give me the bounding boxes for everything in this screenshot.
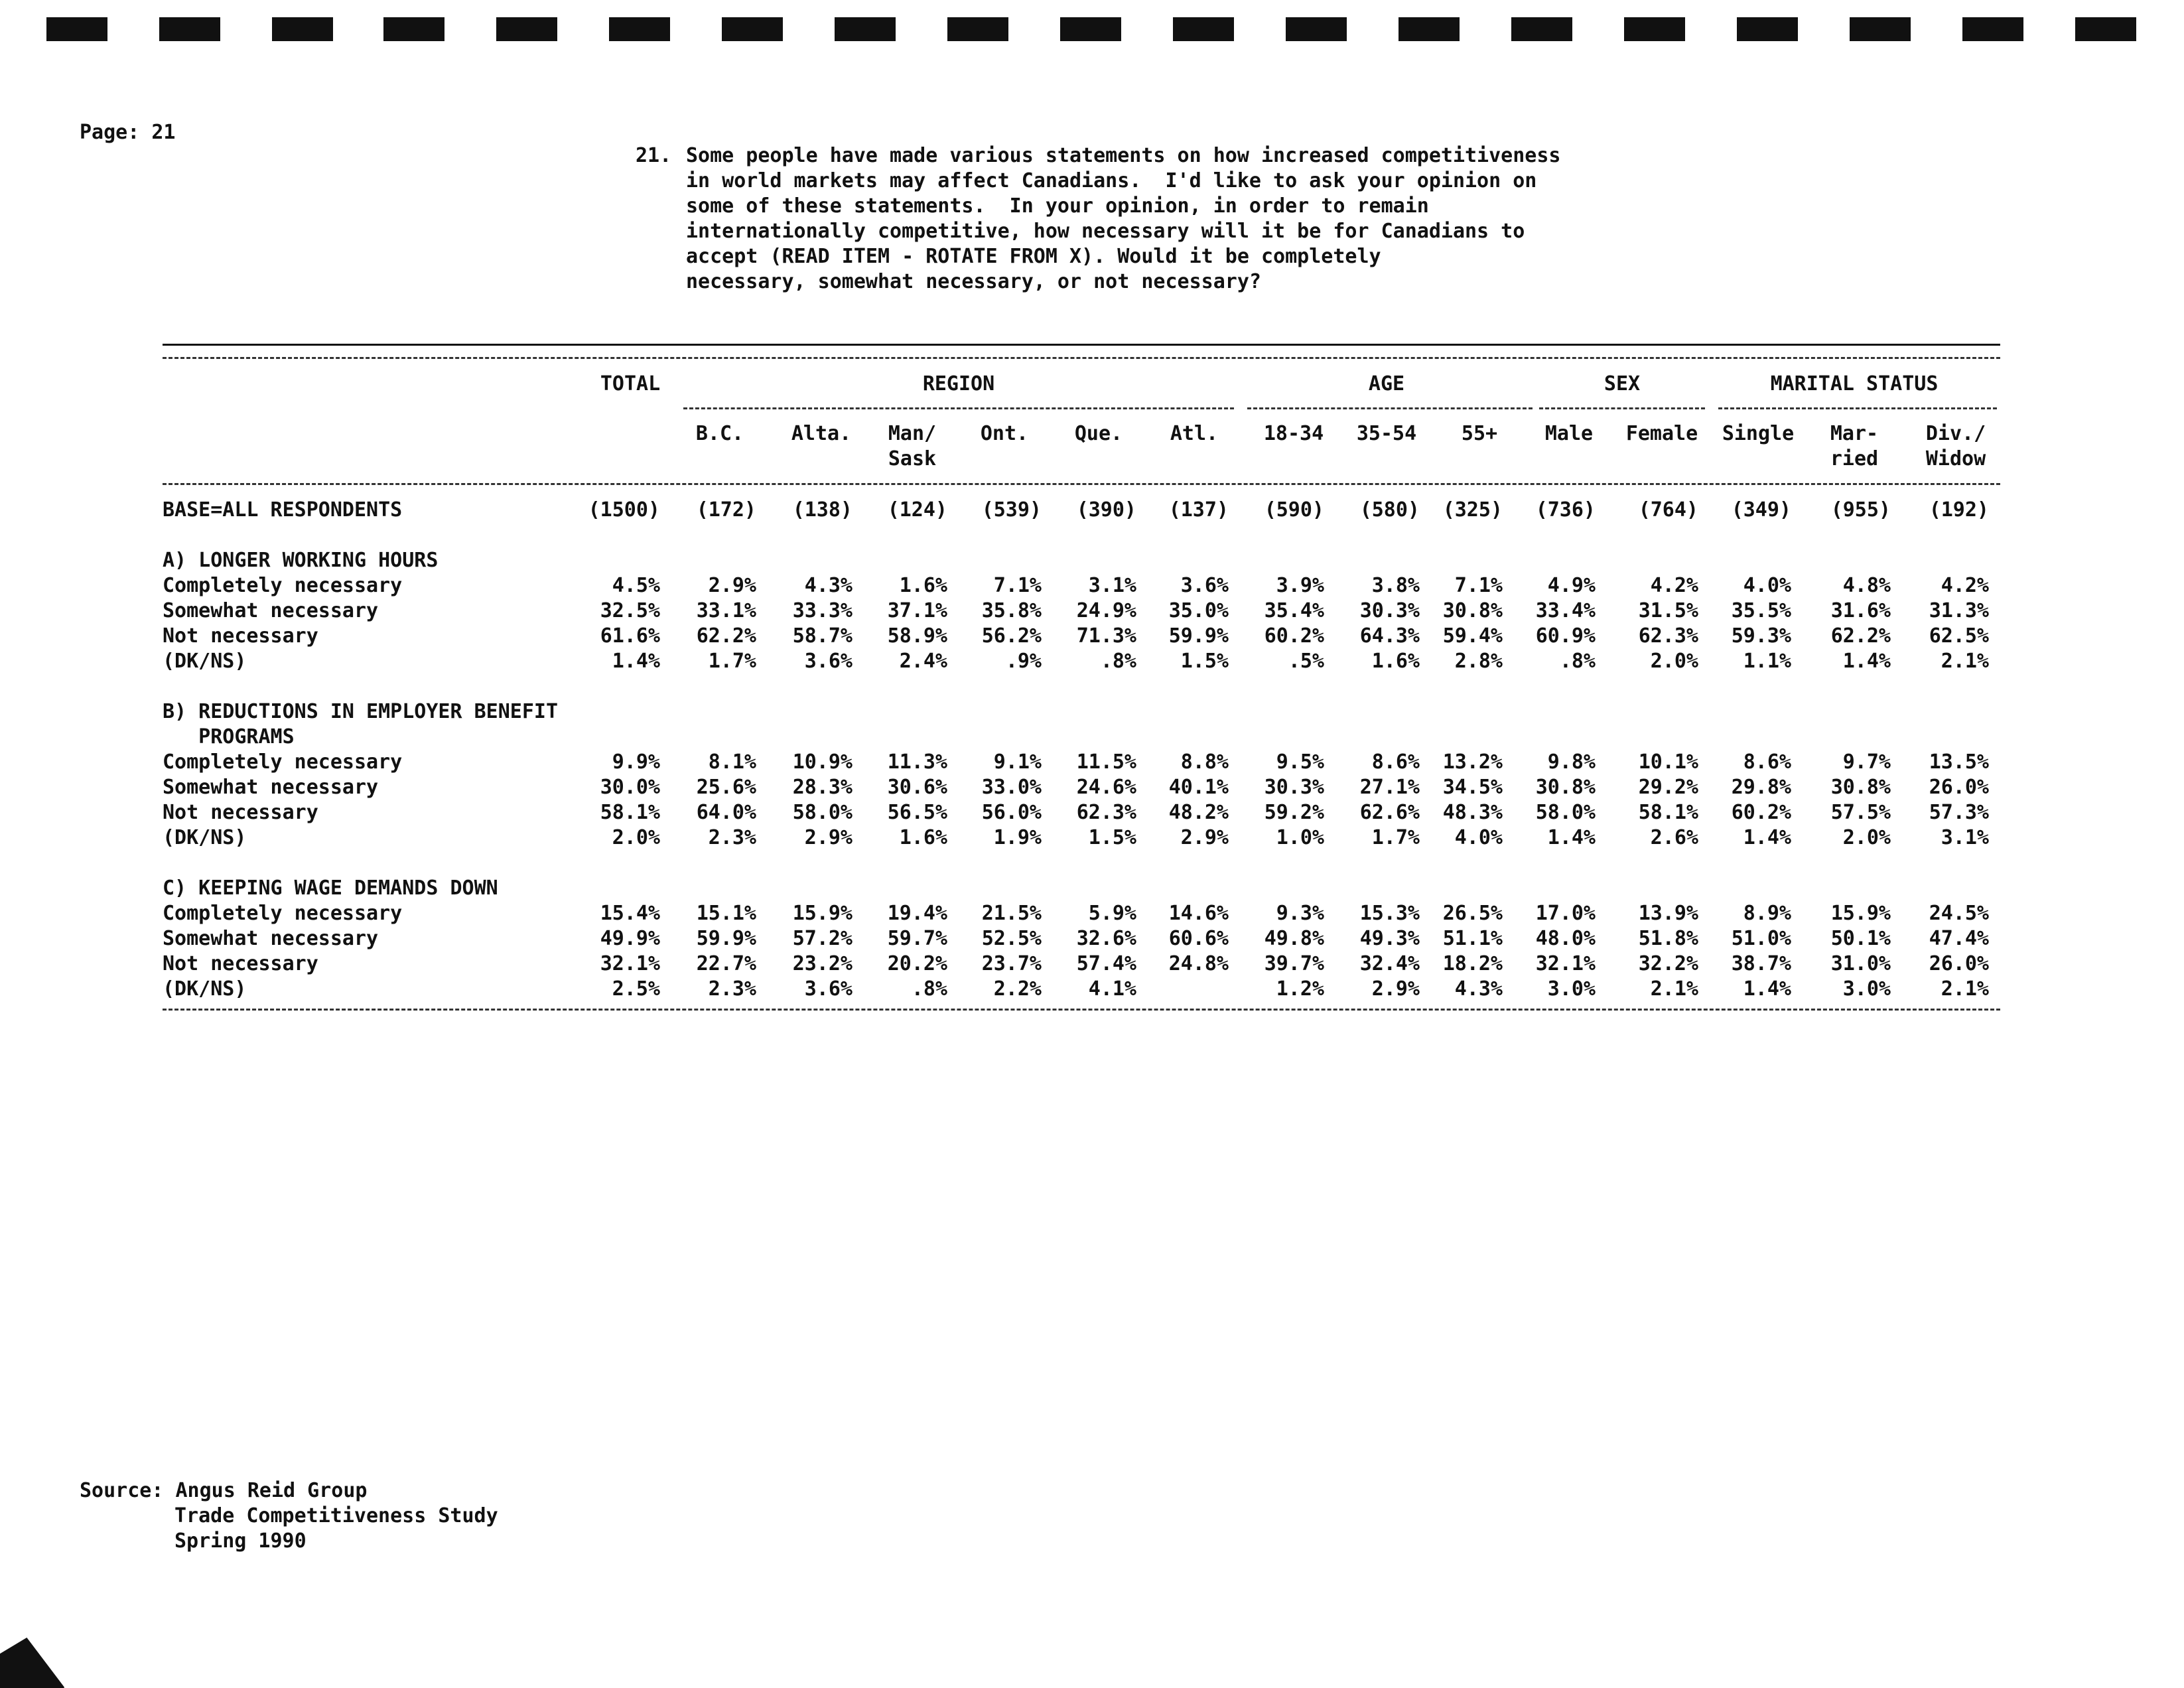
table-cell: 56.0% bbox=[981, 801, 1042, 824]
table-cell: 15.4% bbox=[600, 902, 660, 925]
row-label: Completely necessary bbox=[163, 902, 403, 925]
registration-mark bbox=[722, 17, 783, 41]
table-cell: 11.3% bbox=[887, 750, 947, 774]
table-cell: 9.8% bbox=[1547, 750, 1596, 774]
table-cell: 1.7% bbox=[708, 650, 756, 673]
table-cell: 62.2% bbox=[1830, 624, 1891, 648]
table-cell: 2.0% bbox=[1842, 826, 1891, 849]
table-cell: 2.2% bbox=[993, 977, 1042, 1001]
table-cell: 4.1% bbox=[1088, 977, 1136, 1001]
column-header: Ont. bbox=[980, 422, 1029, 445]
table-cell: 40.1% bbox=[1168, 776, 1229, 799]
group-header-total: TOTAL bbox=[600, 372, 661, 395]
table-cell: 3.6% bbox=[1180, 574, 1229, 597]
table-cell: (955) bbox=[1830, 498, 1891, 522]
base-row-label: BASE=ALL RESPONDENTS bbox=[163, 498, 403, 522]
question-line: accept (READ ITEM - ROTATE FROM X). Would it be completely bbox=[686, 245, 1381, 268]
column-header: Div./ bbox=[1925, 422, 1986, 445]
table-cell: 9.7% bbox=[1842, 750, 1891, 774]
table-cell: 2.9% bbox=[708, 574, 756, 597]
table-cell: 2.1% bbox=[1941, 650, 1989, 673]
table-cell: 51.0% bbox=[1731, 927, 1791, 950]
registration-mark bbox=[1850, 17, 1911, 41]
registration-mark bbox=[1624, 17, 1685, 41]
table-cell: 56.5% bbox=[887, 801, 947, 824]
column-header: B.C. bbox=[695, 422, 744, 445]
table-cell: 37.1% bbox=[887, 599, 947, 622]
table-cell: 2.8% bbox=[1454, 650, 1503, 673]
table-cell: 62.6% bbox=[1359, 801, 1420, 824]
column-header: Atl. bbox=[1170, 422, 1219, 445]
table-cell: 4.9% bbox=[1547, 574, 1596, 597]
region-underline bbox=[683, 407, 1234, 409]
table-cell: 15.1% bbox=[696, 902, 756, 925]
table-cell: 61.6% bbox=[600, 624, 660, 648]
table-cell: 13.5% bbox=[1929, 750, 1989, 774]
table-cell: 49.9% bbox=[600, 927, 660, 950]
section-title: A) LONGER WORKING HOURS bbox=[163, 549, 439, 572]
table-cell: 2.4% bbox=[899, 650, 947, 673]
table-cell: 30.3% bbox=[1264, 776, 1324, 799]
table-cell: 30.8% bbox=[1535, 776, 1596, 799]
table-cell: 20.2% bbox=[887, 952, 947, 975]
table-cell: 2.1% bbox=[1941, 977, 1989, 1001]
table-cell: (137) bbox=[1168, 498, 1229, 522]
section-title: C) KEEPING WAGE DEMANDS DOWN bbox=[163, 877, 498, 900]
table-cell: 31.5% bbox=[1638, 599, 1698, 622]
table-cell: 3.0% bbox=[1547, 977, 1596, 1001]
table-cell: 1.4% bbox=[612, 650, 660, 673]
marital-underline bbox=[1718, 407, 1997, 409]
registration-mark bbox=[947, 17, 1008, 41]
table-dashed-rule bbox=[163, 357, 2000, 359]
table-cell: 3.8% bbox=[1371, 574, 1420, 597]
table-cell: 9.9% bbox=[612, 750, 660, 774]
table-cell: 57.3% bbox=[1929, 801, 1989, 824]
row-label: (DK/NS) bbox=[163, 977, 247, 1001]
age-underline bbox=[1247, 407, 1533, 409]
registration-mark bbox=[1962, 17, 2023, 41]
table-cell: 24.9% bbox=[1076, 599, 1136, 622]
table-cell: 2.9% bbox=[1180, 826, 1229, 849]
table-cell: 9.5% bbox=[1276, 750, 1324, 774]
table-cell: 47.4% bbox=[1929, 927, 1989, 950]
table-cell: 14.6% bbox=[1168, 902, 1229, 925]
table-cell: .8% bbox=[1559, 650, 1596, 673]
table-cell: (580) bbox=[1359, 498, 1420, 522]
table-cell: .8% bbox=[1100, 650, 1136, 673]
registration-mark bbox=[496, 17, 557, 41]
table-cell: 2.3% bbox=[708, 826, 756, 849]
table-cell: 60.2% bbox=[1731, 801, 1791, 824]
table-cell: 2.1% bbox=[1650, 977, 1698, 1001]
table-cell: 11.5% bbox=[1076, 750, 1136, 774]
registration-mark bbox=[46, 17, 107, 41]
table-cell: 1.4% bbox=[1547, 826, 1596, 849]
table-cell: 62.2% bbox=[696, 624, 756, 648]
column-header: Que. bbox=[1074, 422, 1123, 445]
table-cell: 52.5% bbox=[981, 927, 1042, 950]
column-header: ried bbox=[1830, 447, 1879, 470]
table-cell: 62.5% bbox=[1929, 624, 1989, 648]
column-header: Single bbox=[1722, 422, 1795, 445]
table-cell: 4.5% bbox=[612, 574, 660, 597]
table-cell: (590) bbox=[1264, 498, 1324, 522]
table-cell: 60.2% bbox=[1264, 624, 1324, 648]
table-cell: 50.1% bbox=[1830, 927, 1891, 950]
sex-underline bbox=[1539, 407, 1705, 409]
table-cell: 33.0% bbox=[981, 776, 1042, 799]
column-header: Male bbox=[1544, 422, 1594, 445]
row-label: Somewhat necessary bbox=[163, 776, 379, 799]
table-cell: (172) bbox=[696, 498, 756, 522]
table-cell: .9% bbox=[1005, 650, 1042, 673]
table-cell: 24.8% bbox=[1168, 952, 1229, 975]
table-cell: 49.3% bbox=[1359, 927, 1420, 950]
table-cell: 8.9% bbox=[1743, 902, 1791, 925]
table-cell: 22.7% bbox=[696, 952, 756, 975]
table-cell: 48.2% bbox=[1168, 801, 1229, 824]
table-cell: 1.6% bbox=[1371, 650, 1420, 673]
column-header: Female bbox=[1625, 422, 1698, 445]
table-cell: 32.4% bbox=[1359, 952, 1420, 975]
row-label: Completely necessary bbox=[163, 750, 403, 774]
table-cell: 3.6% bbox=[804, 977, 853, 1001]
table-bottom-rule bbox=[163, 1009, 2000, 1011]
table-cell: 3.6% bbox=[804, 650, 853, 673]
table-cell: 35.8% bbox=[981, 599, 1042, 622]
table-cell: 31.0% bbox=[1830, 952, 1891, 975]
table-cell: 2.9% bbox=[804, 826, 853, 849]
table-cell: 59.9% bbox=[1168, 624, 1229, 648]
table-cell: 4.0% bbox=[1743, 574, 1791, 597]
table-cell: 59.4% bbox=[1442, 624, 1503, 648]
column-header: Man/ bbox=[888, 422, 937, 445]
table-cell: 32.1% bbox=[1535, 952, 1596, 975]
table-cell: 15.9% bbox=[792, 902, 853, 925]
table-cell: 31.3% bbox=[1929, 599, 1989, 622]
table-cell: (192) bbox=[1929, 498, 1989, 522]
question-number: 21. bbox=[636, 144, 672, 167]
row-label: Not necessary bbox=[163, 624, 318, 648]
table-cell: 29.2% bbox=[1638, 776, 1698, 799]
registration-mark bbox=[1399, 17, 1460, 41]
table-cell: 3.0% bbox=[1842, 977, 1891, 1001]
table-cell: 1.4% bbox=[1842, 650, 1891, 673]
table-cell: 64.0% bbox=[696, 801, 756, 824]
source-line: Trade Competitiveness Study bbox=[174, 1504, 498, 1527]
table-cell: 4.3% bbox=[1454, 977, 1503, 1001]
registration-mark bbox=[1511, 17, 1572, 41]
registration-mark bbox=[2075, 17, 2136, 41]
table-cell: 30.8% bbox=[1442, 599, 1503, 622]
table-cell: 30.6% bbox=[887, 776, 947, 799]
table-cell: 4.3% bbox=[804, 574, 853, 597]
table-cell: 71.3% bbox=[1076, 624, 1136, 648]
table-cell: 2.0% bbox=[1650, 650, 1698, 673]
question-line: in world markets may affect Canadians. I'd like to ask your opinion on bbox=[686, 169, 1537, 192]
table-cell: .5% bbox=[1288, 650, 1324, 673]
page-corner-mark bbox=[0, 1626, 80, 1688]
table-cell: (736) bbox=[1535, 498, 1596, 522]
table-cell: 27.1% bbox=[1359, 776, 1420, 799]
table-cell: 1.4% bbox=[1743, 977, 1791, 1001]
table-cell: 58.9% bbox=[887, 624, 947, 648]
table-cell: 33.1% bbox=[696, 599, 756, 622]
registration-mark bbox=[835, 17, 896, 41]
table-cell: 7.1% bbox=[993, 574, 1042, 597]
table-cell: 58.0% bbox=[792, 801, 853, 824]
table-cell: 15.9% bbox=[1830, 902, 1891, 925]
table-cell: 32.5% bbox=[600, 599, 660, 622]
column-header: Mar- bbox=[1830, 422, 1879, 445]
table-cell: 26.0% bbox=[1929, 952, 1989, 975]
table-cell: 1.0% bbox=[1276, 826, 1324, 849]
row-label: Not necessary bbox=[163, 801, 318, 824]
table-cell: 8.1% bbox=[708, 750, 756, 774]
table-cell: 1.6% bbox=[899, 826, 947, 849]
table-cell: 48.0% bbox=[1535, 927, 1596, 950]
table-cell: 19.4% bbox=[887, 902, 947, 925]
table-cell: 59.9% bbox=[696, 927, 756, 950]
table-cell: 17.0% bbox=[1535, 902, 1596, 925]
table-cell: 9.1% bbox=[993, 750, 1042, 774]
table-cell: (349) bbox=[1731, 498, 1791, 522]
table-cell: 31.6% bbox=[1830, 599, 1891, 622]
table-cell: (390) bbox=[1076, 498, 1136, 522]
table-cell: 57.5% bbox=[1830, 801, 1891, 824]
table-cell: 51.8% bbox=[1638, 927, 1698, 950]
section-title: B) REDUCTIONS IN EMPLOYER BENEFIT bbox=[163, 700, 559, 723]
table-cell: 2.6% bbox=[1650, 826, 1698, 849]
header-bottom-rule bbox=[163, 483, 2000, 485]
table-cell: 32.2% bbox=[1638, 952, 1698, 975]
section-title: PROGRAMS bbox=[163, 725, 295, 748]
table-cell: 34.5% bbox=[1442, 776, 1503, 799]
table-cell: 26.5% bbox=[1442, 902, 1503, 925]
table-cell: (764) bbox=[1638, 498, 1698, 522]
table-cell: 2.5% bbox=[612, 977, 660, 1001]
table-cell: 32.6% bbox=[1076, 927, 1136, 950]
group-header-sex: SEX bbox=[1604, 372, 1641, 395]
table-cell: 57.2% bbox=[792, 927, 853, 950]
table-cell: 49.8% bbox=[1264, 927, 1324, 950]
table-cell: 30.8% bbox=[1830, 776, 1891, 799]
registration-mark bbox=[1173, 17, 1234, 41]
table-cell: 58.7% bbox=[792, 624, 853, 648]
registration-mark bbox=[383, 17, 444, 41]
table-cell: 10.1% bbox=[1638, 750, 1698, 774]
column-header: 35-54 bbox=[1356, 422, 1417, 445]
table-cell: 4.2% bbox=[1941, 574, 1989, 597]
row-label: Completely necessary bbox=[163, 574, 403, 597]
table-cell: 59.7% bbox=[887, 927, 947, 950]
table-cell: 10.9% bbox=[792, 750, 853, 774]
table-cell: 2.0% bbox=[612, 826, 660, 849]
table-cell: 3.9% bbox=[1276, 574, 1324, 597]
source-line: Spring 1990 bbox=[174, 1529, 307, 1553]
table-cell: 39.7% bbox=[1264, 952, 1324, 975]
table-cell: 1.7% bbox=[1371, 826, 1420, 849]
table-cell: 24.5% bbox=[1929, 902, 1989, 925]
table-cell: (325) bbox=[1442, 498, 1503, 522]
table-cell: 9.3% bbox=[1276, 902, 1324, 925]
table-cell: (1500) bbox=[588, 498, 660, 522]
table-cell: 1.9% bbox=[993, 826, 1042, 849]
question-line: necessary, somewhat necessary, or not necessary? bbox=[686, 270, 1261, 293]
table-cell: 18.2% bbox=[1442, 952, 1503, 975]
table-cell: (539) bbox=[981, 498, 1042, 522]
table-cell: 1.1% bbox=[1743, 650, 1791, 673]
table-cell: 32.1% bbox=[600, 952, 660, 975]
table-cell: 4.2% bbox=[1650, 574, 1698, 597]
table-cell: 21.5% bbox=[981, 902, 1042, 925]
page-number: Page: 21 bbox=[80, 121, 176, 144]
row-label: Somewhat necessary bbox=[163, 927, 379, 950]
table-cell: 23.2% bbox=[792, 952, 853, 975]
group-header-region: REGION bbox=[922, 372, 995, 395]
table-cell: 1.5% bbox=[1088, 826, 1136, 849]
column-header: Sask bbox=[888, 447, 937, 470]
table-cell: 62.3% bbox=[1638, 624, 1698, 648]
table-cell: 58.1% bbox=[600, 801, 660, 824]
question-line: internationally competitive, how necessary will it be for Canadians to bbox=[686, 220, 1525, 243]
column-header: 55+ bbox=[1461, 422, 1498, 445]
group-header-age: AGE bbox=[1368, 372, 1405, 395]
row-label: (DK/NS) bbox=[163, 826, 247, 849]
table-cell: 26.0% bbox=[1929, 776, 1989, 799]
table-cell: 7.1% bbox=[1454, 574, 1503, 597]
table-cell: 25.6% bbox=[696, 776, 756, 799]
table-cell: 64.3% bbox=[1359, 624, 1420, 648]
table-cell: 33.4% bbox=[1535, 599, 1596, 622]
table-cell: 15.3% bbox=[1359, 902, 1420, 925]
table-cell: (124) bbox=[887, 498, 947, 522]
table-cell: 35.0% bbox=[1168, 599, 1229, 622]
table-cell: 58.0% bbox=[1535, 801, 1596, 824]
group-header-marital-status: MARITAL STATUS bbox=[1770, 372, 1939, 395]
table-cell: 8.6% bbox=[1743, 750, 1791, 774]
table-cell: 59.2% bbox=[1264, 801, 1324, 824]
table-cell: 48.3% bbox=[1442, 801, 1503, 824]
column-header: Alta. bbox=[791, 422, 852, 445]
table-cell: 4.0% bbox=[1454, 826, 1503, 849]
table-cell: 60.9% bbox=[1535, 624, 1596, 648]
registration-mark bbox=[1286, 17, 1347, 41]
table-cell: 1.4% bbox=[1743, 826, 1791, 849]
table-cell: 8.6% bbox=[1371, 750, 1420, 774]
table-cell: 5.9% bbox=[1088, 902, 1136, 925]
row-label: Somewhat necessary bbox=[163, 599, 379, 622]
registration-mark bbox=[272, 17, 333, 41]
table-cell: 35.4% bbox=[1264, 599, 1324, 622]
table-cell: 60.6% bbox=[1168, 927, 1229, 950]
table-cell: 30.3% bbox=[1359, 599, 1420, 622]
table-cell: 57.4% bbox=[1076, 952, 1136, 975]
source-line: Source: Angus Reid Group bbox=[80, 1479, 368, 1502]
table-cell: 1.6% bbox=[899, 574, 947, 597]
table-cell: 2.9% bbox=[1371, 977, 1420, 1001]
table-cell: 59.3% bbox=[1731, 624, 1791, 648]
table-cell: 13.2% bbox=[1442, 750, 1503, 774]
table-cell: 1.5% bbox=[1180, 650, 1229, 673]
table-cell: 4.8% bbox=[1842, 574, 1891, 597]
row-label: (DK/NS) bbox=[163, 650, 247, 673]
table-cell: 29.8% bbox=[1731, 776, 1791, 799]
table-cell: 58.1% bbox=[1638, 801, 1698, 824]
table-cell: 35.5% bbox=[1731, 599, 1791, 622]
table-cell: 2.3% bbox=[708, 977, 756, 1001]
column-header: Widow bbox=[1925, 447, 1986, 470]
table-cell: 62.3% bbox=[1076, 801, 1136, 824]
table-cell: 51.1% bbox=[1442, 927, 1503, 950]
table-cell: 8.8% bbox=[1180, 750, 1229, 774]
table-cell: 28.3% bbox=[792, 776, 853, 799]
question-line: Some people have made various statements on how increased competitiveness bbox=[686, 144, 1561, 167]
table-cell: 1.2% bbox=[1276, 977, 1324, 1001]
table-cell: 23.7% bbox=[981, 952, 1042, 975]
row-label: Not necessary bbox=[163, 952, 318, 975]
table-cell: 3.1% bbox=[1088, 574, 1136, 597]
column-header: 18-34 bbox=[1263, 422, 1324, 445]
table-top-rule bbox=[163, 344, 2000, 346]
table-cell: 30.0% bbox=[600, 776, 660, 799]
table-cell: 33.3% bbox=[792, 599, 853, 622]
question-line: some of these statements. In your opinion, in order to remain bbox=[686, 194, 1429, 218]
table-cell: 24.6% bbox=[1076, 776, 1136, 799]
table-cell: 3.1% bbox=[1941, 826, 1989, 849]
table-cell: 56.2% bbox=[981, 624, 1042, 648]
registration-mark bbox=[1737, 17, 1798, 41]
table-cell: 38.7% bbox=[1731, 952, 1791, 975]
registration-mark bbox=[609, 17, 670, 41]
table-cell: (138) bbox=[792, 498, 853, 522]
table-cell: 13.9% bbox=[1638, 902, 1698, 925]
registration-mark bbox=[159, 17, 220, 41]
registration-mark bbox=[1060, 17, 1121, 41]
table-cell: .8% bbox=[911, 977, 947, 1001]
